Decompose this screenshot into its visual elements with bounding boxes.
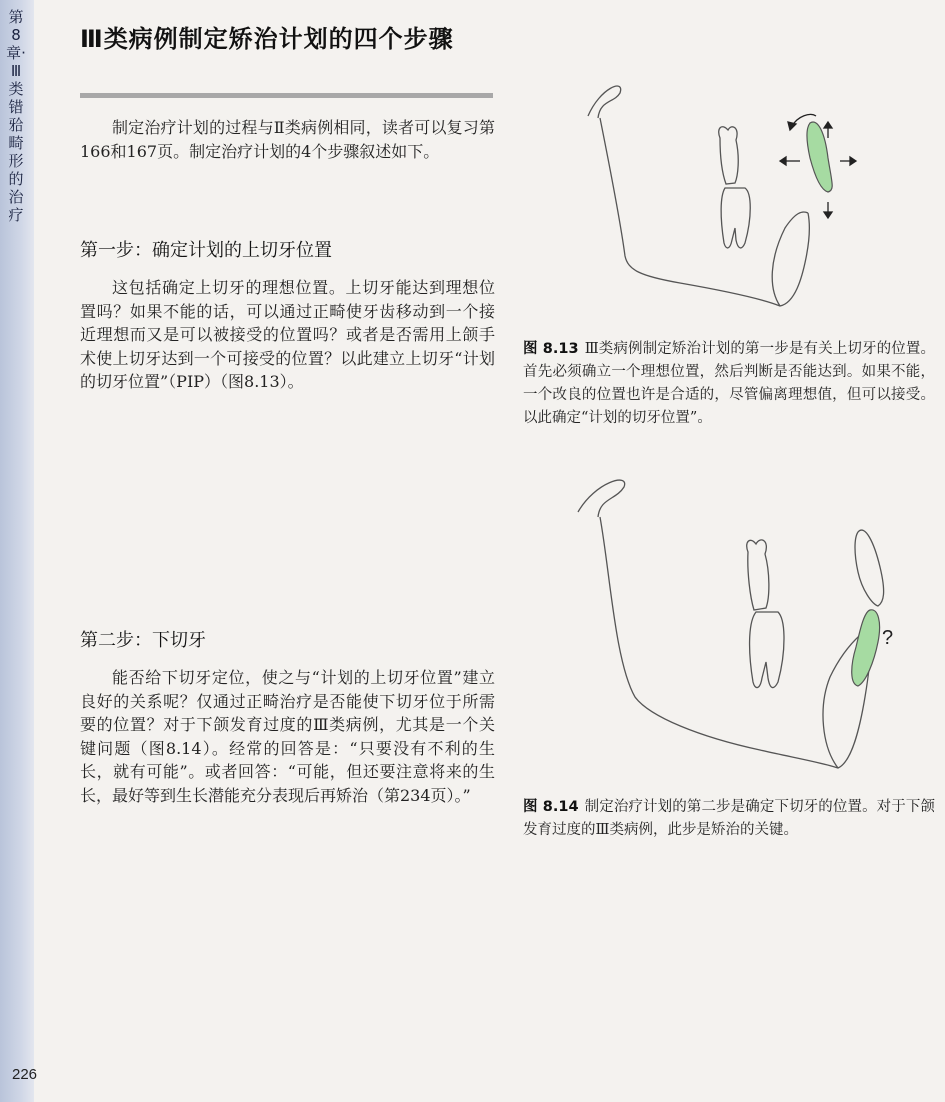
intro-paragraph: 制定治疗计划的过程与Ⅱ类病例相同，读者可以复习第166和167页。制定治疗计划的4个步骤叙述如下。 [80, 118, 495, 161]
molar-lower-outline [721, 188, 750, 248]
molar-lower-outline [750, 612, 784, 688]
question-mark-label: ? [882, 627, 894, 649]
lower-incisor-highlight [852, 610, 880, 686]
molar-upper-outline [747, 540, 769, 610]
condyle-outline [588, 86, 621, 118]
chapter-side-tab [0, 0, 34, 1102]
figure-8-13-label: 图 8.13 [523, 341, 579, 357]
condyle-outline [578, 480, 625, 517]
mandible-outline [600, 118, 809, 306]
step1-paragraph: 这包括确定上切牙的理想位置。上切牙能达到理想位置吗？如果不能的话，可以通过正畸使牙齿移动到一个接近理想而又是可以被接受的位置吗？或者是否需用上颌手术使上切牙达到一个可接受的位置？以此建立上切牙“计划的切牙位置”（PIP）（图8.13）。 [80, 278, 495, 391]
step1-heading: 第一步：确定计划的上切牙位置 [80, 240, 332, 261]
figure-8-14-caption [523, 796, 935, 842]
molar-upper-outline [719, 127, 739, 184]
figure-8-13-jaw-diagram [570, 78, 870, 318]
symphysis-outline [772, 212, 808, 306]
step2-heading: 第二步：下切牙 [80, 630, 206, 651]
mandible-outline [600, 517, 871, 768]
section-title: Ⅲ类病例制定矫治计划的四个步骤 [80, 25, 454, 53]
figure-8-13-caption-text: Ⅲ类病例制定矫治计划的第一步是有关上切牙的位置。首先必须确立一个理想位置，然后判断是否能达到。如果不能，一个改良的位置也许是合适的，尽管偏离理想值，但可以接受。以此确定“计划的切牙位置”。 [523, 341, 936, 426]
figure-8-14-label: 图 8.14 [523, 799, 579, 815]
figure-8-14-caption-text: 制定治疗计划的第二步是确定下切牙的位置。对于下颌发育过度的Ⅲ类病例，此步是矫治的关键。 [523, 799, 935, 838]
figure-8-13-caption [523, 338, 935, 430]
step2-paragraph: 能否给下切牙定位，使之与“计划的上切牙位置”建立良好的关系呢？仅通过正畸治疗是否能使下切牙位于所需要的位置？对于下颌发育过度的Ⅲ类病例，尤其是一个关键问题（图8.14）。经常的回答是：“只要没有不利的生长，就有可能”。或者回答：“可能，但还要注意将来的生长，最好等到生长潜能充分表现后再矫治（第234页）。” [80, 668, 495, 805]
chapter-side-label: 第8章·Ⅲ类错𬌗畸形的治疗 [6, 8, 26, 224]
title-underline [80, 93, 493, 98]
page-number: 226 [12, 1066, 38, 1083]
upper-incisor-outline [855, 530, 884, 606]
figure-8-14-jaw-diagram [560, 472, 900, 772]
